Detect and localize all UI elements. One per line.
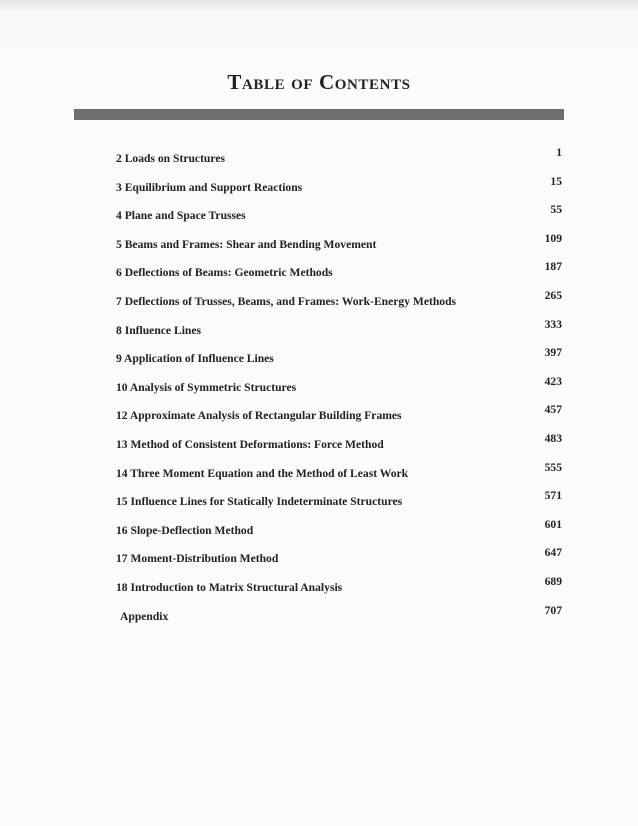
- toc-entry: [116, 318, 562, 347]
- toc-entry: [116, 546, 562, 575]
- toc-entry-title: 3 Equilibrium and Support Reactions: [116, 180, 303, 194]
- table-of-contents-list: [116, 146, 562, 632]
- toc-entry: [116, 203, 562, 232]
- title-divider-bar: [74, 109, 564, 120]
- toc-entry-title: 10 Analysis of Symmetric Structures: [116, 380, 297, 394]
- toc-entry: [116, 489, 562, 518]
- toc-entry-page-number: 647: [544, 546, 562, 560]
- toc-entry-page-number: 423: [544, 374, 562, 388]
- toc-entry-title: 12 Approximate Analysis of Rectangular Building Frames: [116, 409, 402, 423]
- toc-entry-page-number: 15: [550, 174, 562, 188]
- toc-entry: [116, 375, 562, 404]
- toc-entry-title: 16 Slope-Deflection Method: [116, 523, 254, 537]
- toc-entry: [116, 432, 562, 461]
- toc-entry-page-number: 333: [544, 317, 562, 331]
- toc-entry-title: Appendix: [120, 609, 169, 623]
- toc-entry: [116, 146, 562, 175]
- toc-entry-title: 7 Deflections of Trusses, Beams, and Frames: Work-Energy Methods: [116, 294, 457, 308]
- toc-entry: [116, 260, 562, 289]
- toc-entry-page-number: 457: [544, 403, 562, 417]
- toc-entry: [116, 575, 562, 604]
- toc-entry-page-number: 571: [544, 489, 562, 503]
- toc-entry: [116, 175, 562, 204]
- toc-entry-appendix: [116, 604, 562, 633]
- toc-entry: [116, 461, 562, 490]
- toc-entry-title: 15 Influence Lines for Statically Indeterminate Structures: [116, 495, 403, 509]
- toc-entry-page-number: 1: [556, 146, 562, 159]
- toc-entry: [116, 289, 562, 318]
- toc-entry-title: 14 Three Moment Equation and the Method of Least Work: [116, 466, 409, 480]
- toc-entry-page-number: 689: [544, 574, 562, 588]
- toc-entry-title: 9 Application of Influence Lines: [116, 352, 274, 366]
- toc-entry-title: 4 Plane and Space Trusses: [116, 209, 246, 223]
- toc-entry-title: 13 Method of Consistent Deformations: Force Method: [116, 437, 384, 451]
- toc-entry-title: 6 Deflections of Beams: Geometric Methods: [116, 266, 333, 280]
- toc-entry-title: 17 Moment-Distribution Method: [116, 552, 279, 566]
- toc-entry: [116, 518, 562, 547]
- toc-entry-title: 18 Introduction to Matrix Structural Analysis: [116, 580, 343, 594]
- toc-entry: [116, 232, 562, 261]
- toc-entry-page-number: 397: [544, 346, 562, 360]
- toc-entry-title: 2 Loads on Structures: [116, 152, 225, 165]
- toc-entry: [116, 403, 562, 432]
- toc-entry-page-number: 601: [544, 517, 562, 531]
- toc-entry-page-number: 109: [544, 231, 562, 245]
- page-title: Table of Contents: [227, 70, 411, 94]
- toc-entry: [116, 346, 562, 375]
- toc-entry-page-number: 555: [544, 460, 562, 474]
- toc-entry-page-number: 707: [544, 603, 562, 617]
- toc-entry-title: 8 Influence Lines: [116, 323, 202, 337]
- toc-entry-page-number: 265: [544, 288, 562, 302]
- toc-entry-page-number: 55: [550, 203, 562, 217]
- scan-edge-shadow: [0, 0, 638, 10]
- toc-entry-page-number: 187: [544, 260, 562, 274]
- toc-entry-title: 5 Beams and Frames: Shear and Bending Movement: [116, 237, 377, 251]
- toc-entry-page-number: 483: [544, 431, 562, 445]
